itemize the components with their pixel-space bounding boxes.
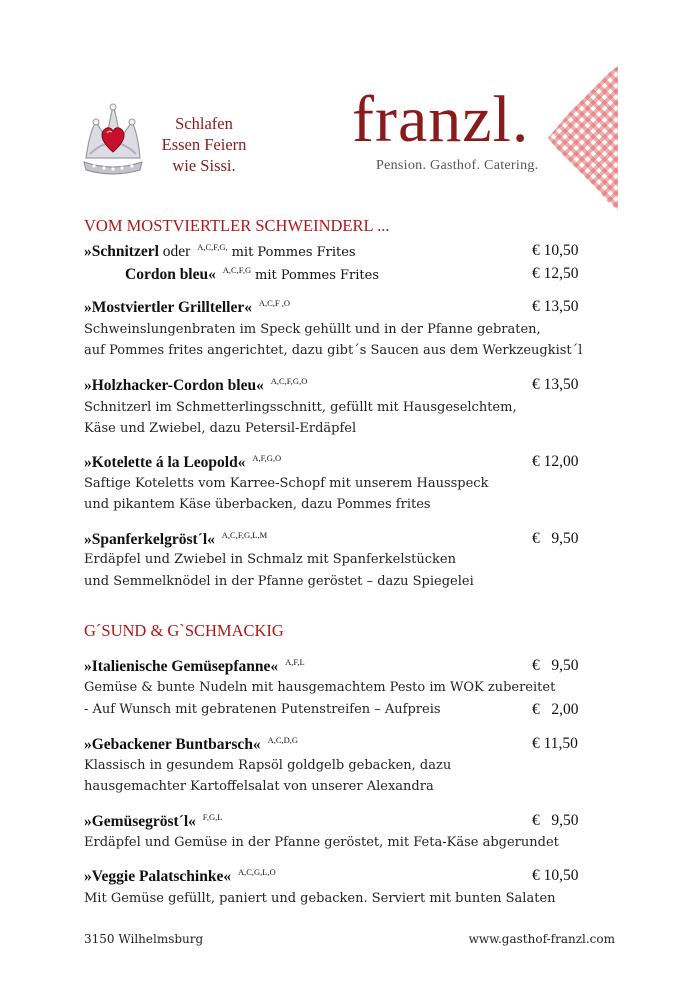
dish-name-text: »Schnitzerl [84,243,159,260]
price: € 11,50 [532,735,578,752]
dish-name-text: Cordon bleu« [125,266,216,283]
allergen-codes: A,C,F ,O [258,298,291,308]
price: € 12,50 [532,265,579,282]
allergen-codes: F,G,L [202,812,223,822]
section-title: VOM MOSTVIERTLER SCHWEINDERL ... [84,216,390,235]
dish-description: und Semmelknödel in der Pfanne geröstet – dazu Spiegelei [84,574,474,589]
section-title: G´SUND & G`SCHMACKIG [84,621,284,640]
price: € 12,00 [532,453,579,470]
dish-description: Schweinslungenbraten im Speck gehüllt und in der Pfanne gebraten, [84,322,541,337]
brand-subtitle: Pension. Gasthof. Catering. [376,158,539,173]
dish-side: mit Pommes Frites [231,245,356,260]
dish-description: hausgemachter Kartoffelsalat von unserer Alexandra [84,779,434,794]
tiara-icon [82,100,144,182]
dish-name [84,530,267,549]
dish-name [84,735,298,754]
dish-description: Käse und Zwiebel, dazu Petersil-Erdäpfel [84,421,357,436]
price: € 9,50 [532,530,579,547]
dish-name [84,453,281,472]
dish-description: Schnitzerl im Schmetterlingsschnitt, gefüllt mit Hausgeselchtem, [84,400,517,415]
dish-name-text: »Holzhacker-Cordon bleu« [84,377,264,394]
dish-name [84,657,305,676]
dish-description: Erdäpfel und Zwiebel in Schmalz mit Spanferkelstücken [84,552,456,567]
dish-name [125,265,379,284]
tagline-line: Schlafen [175,114,233,133]
footer-address: 3150 Wilhelmsburg [84,932,204,946]
allergen-codes: A,F,G,O [252,453,282,463]
dish-name-text: »Veggie Palatschinke« [84,868,232,885]
dish-name-text: »Gebackener Buntbarsch« [84,736,261,753]
gingham-cloth-icon [548,66,618,210]
price: € 10,50 [532,867,579,884]
dish-name-text: »Kotelette á la Leopold« [84,454,246,471]
tagline-line: wie Sissi. [172,156,236,175]
dish-description: Erdäpfel und Gemüse in der Pfanne geröstet, mit Feta-Käse abgerundet [84,835,559,850]
allergen-codes: A,C,F,G,L,M [221,530,268,540]
footer-website[interactable]: www.gasthof-franzl.com [468,932,615,946]
dish-name-text: »Italienische Gemüsepfanne« [84,658,279,675]
dish-name-text: »Spanferkelgröst´l« [84,531,215,548]
dish-description: auf Pommes frites angerichtet, dazu gibt´s Saucen aus dem Werkzeugkist´l [84,343,583,358]
dish-name [84,298,290,317]
price: € 13,50 [532,376,579,393]
dish-description: und pikantem Käse überbacken, dazu Pommes frites [84,497,431,512]
dish-name [84,812,222,831]
allergen-codes: A,C,D,G [267,735,299,745]
price: € 13,50 [532,298,579,315]
dish-name-text: »Mostviertler Grillteller« [84,299,252,316]
dish-description: Klassisch in gesundem Rapsöl goldgelb gebacken, dazu [84,758,452,773]
dish-side: mit Pommes Frites [255,268,380,283]
dish-description: Saftige Koteletts vom Karree-Schopf mit unserem Hausspeck [84,476,489,491]
brand-logo: franzl. [352,83,530,156]
dish-name [84,867,276,886]
allergen-codes: A,C,G,L,O [237,867,276,877]
price: € 9,50 [532,812,579,829]
dish-name-text: »Gemüsegröst´l« [84,813,196,830]
dish-name [84,376,307,395]
dish-connector: oder [162,243,191,260]
extra-price: € 2,00 [532,701,579,718]
dish-description: Gemüse & bunte Nudeln mit hausgemachtem Pesto im WOK zubereitet [84,680,556,695]
dish-description: - Auf Wunsch mit gebratenen Putenstreifen – Aufpreis [84,702,441,717]
allergen-codes: A,F,L [285,657,305,667]
tagline-line: Essen Feiern [161,135,247,154]
dish-description: Mit Gemüse gefüllt, paniert und gebacken. Serviert mit bunten Salaten [84,891,556,906]
tagline [146,113,262,176]
price: € 10,50 [532,242,579,259]
allergen-codes: A,C,F,G,O [270,376,308,386]
allergen-codes: A,C,F,G, [197,242,228,252]
price: € 9,50 [532,657,579,674]
allergen-codes: A,C,F,G [222,265,252,275]
dish-name [84,242,356,261]
